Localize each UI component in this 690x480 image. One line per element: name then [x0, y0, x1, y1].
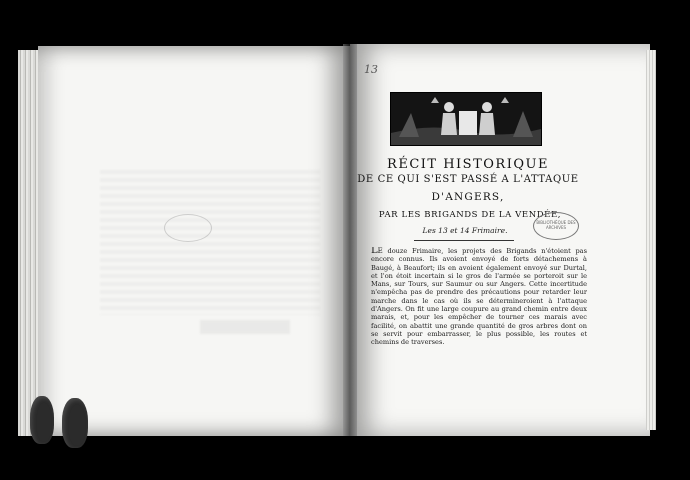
page-edges-right	[646, 50, 656, 430]
title-heading: RÉCIT HISTORIQUE	[387, 157, 549, 172]
thumb-right	[62, 398, 88, 448]
show-through-footer	[200, 320, 290, 334]
vignette-engraving-icon	[391, 93, 541, 145]
title-subheading: DE CE QUI S'EST PASSÉ A L'ATTAQUE	[357, 174, 579, 185]
date-line: Les 13 et 14 Frimaire.	[422, 226, 508, 235]
thumb-left	[30, 396, 54, 444]
show-through-stamp	[164, 214, 212, 242]
book-gutter	[343, 44, 357, 436]
engraved-vignette	[390, 92, 542, 146]
paragraph-text: douze Frimaire, les projets des Brigands n'étoient pas encore connus. Ils avoient envoyé de forts détachemens à Baugé, à Beaufort; ils en avoient également envoyé sur Durtal, et l'on étoit incertain si le gros de l'armée se porteroit sur le Mans, sur Tours, sur Saumur ou sur Angers. Cette incertitude n'empêcha pas de prendre des précautions pour retarder leur marche dans le cas où ils se détermineroient à l'attaque d'Angers. On fit une large coupure au grand chemin entre deux marais, et, pour les empêcher de tourner ces marais avec facilité, on abattit une grande quantité de gros arbres dont on se servit pour embarrasser, le plus possible, les routes et chemins de traverses.	[371, 247, 587, 347]
library-stamp-text: BIBLIOTHÈQUE DES ARCHIVES	[536, 220, 576, 230]
library-stamp	[533, 212, 579, 240]
paragraph-initial: Le	[371, 247, 383, 256]
body-paragraph	[371, 247, 587, 357]
title-rule	[414, 240, 514, 241]
title-byline: PAR LES BRIGANDS DE LA VENDÉE,	[378, 210, 562, 220]
show-through-text	[100, 170, 320, 315]
page-folio: 13	[364, 63, 378, 76]
title-place: D'ANGERS,	[431, 191, 505, 203]
